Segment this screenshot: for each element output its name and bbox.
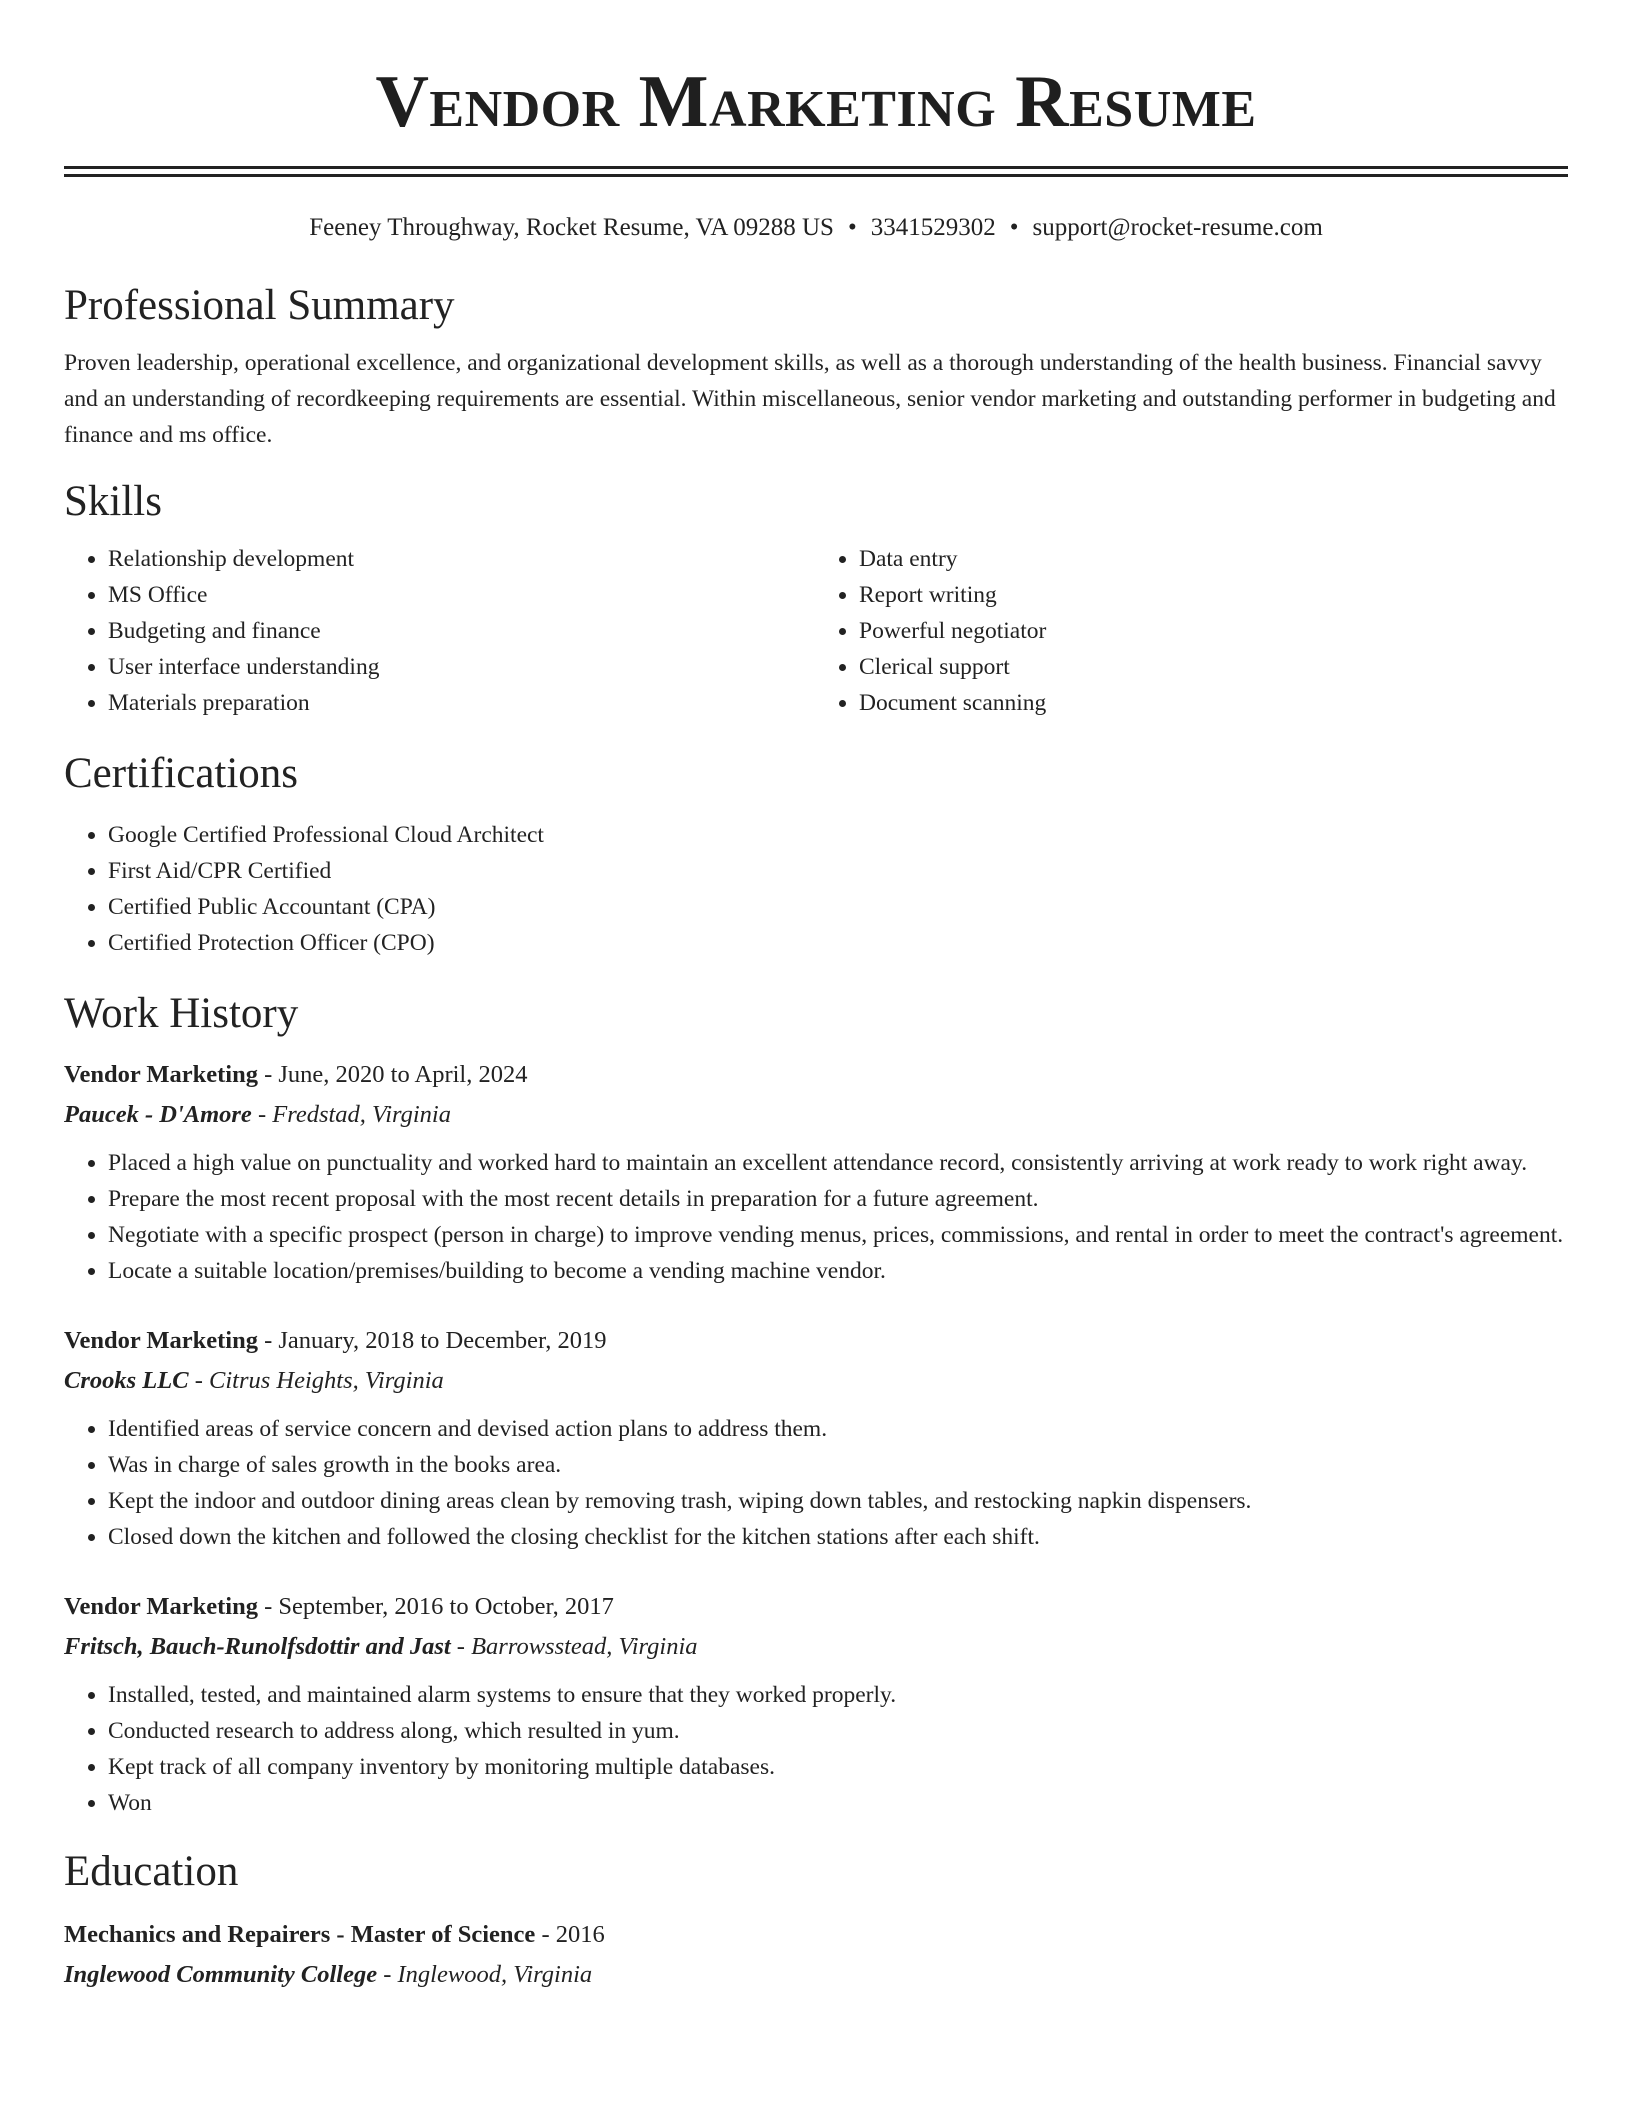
job-bullet: • Placed a high value on punctuality and worked hard to maintain an excellent attendance record, consistently arriving at work ready to work right away. [108, 1145, 1568, 1181]
work-history-heading: Work History [64, 990, 299, 1037]
contact-address: Feeney Throughway, Rocket Resume, VA 09288 US [309, 214, 834, 241]
education-school-line [64, 1955, 1568, 1995]
certifications-heading: Certifications [64, 750, 299, 797]
dash: - [251, 1101, 273, 1128]
skill-item: • Document scanning [859, 685, 1568, 721]
job-dates: September, 2016 to October, 2017 [278, 1593, 614, 1620]
skill-item: • Clerical support [859, 649, 1568, 685]
skill-item: • Budgeting and finance [108, 613, 817, 649]
skills-grid [64, 541, 1568, 721]
dash: - [257, 1061, 279, 1088]
dash: - [257, 1593, 279, 1620]
education-degree-line [64, 1915, 1568, 1955]
job-bullet: • Kept the indoor and outdoor dining areas clean by removing trash, wiping down tables, and restocking napkin dispensers. [108, 1483, 1568, 1519]
job-company: Fritsch, Bauch-Runolfsdottir and Jast [64, 1633, 451, 1660]
education-location: Inglewood, Virginia [397, 1961, 593, 1988]
dash: - [188, 1367, 209, 1394]
education-year: 2016 [555, 1921, 605, 1948]
job-bullet: • Locate a suitable location/premises/building to become a vending machine vendor. [108, 1253, 1568, 1289]
dash: - [450, 1633, 472, 1660]
job-bullets [64, 1411, 1568, 1555]
job-bullets [64, 1145, 1568, 1289]
contact-separator: • [847, 214, 857, 241]
dash: - [377, 1961, 398, 1988]
job-title-line [64, 1321, 1568, 1361]
job-bullet: • Prepare the most recent proposal with the most recent details in preparation for a future agreement. [108, 1181, 1568, 1217]
job-bullet: • Identified areas of service concern and devised action plans to address them. [108, 1411, 1568, 1447]
summary-text: Proven leadership, operational excellence, and organizational development skills, as well as a thorough understanding of the health business. Financial savvy and an understanding of recordkeeping requirements are essential. Within miscellaneous, senior vendor marketing and outstanding performer in budgeting and finance and ms office. [64, 350, 1556, 448]
job-bullet: • Won [108, 1785, 1568, 1821]
summary-section [64, 281, 1568, 453]
skills-column-1 [64, 541, 817, 721]
job-company-line [64, 1361, 1568, 1401]
job-entry [64, 1587, 1568, 1821]
summary-heading: Professional Summary [64, 282, 455, 329]
skill-item: • Report writing [859, 577, 1568, 613]
job-bullet: • Was in charge of sales growth in the books area. [108, 1447, 1568, 1483]
resume-title: Vendor Marketing Resume [375, 61, 1257, 143]
job-title: Vendor Marketing [64, 1327, 258, 1354]
skills-heading: Skills [64, 478, 162, 525]
job-title: Vendor Marketing [64, 1061, 258, 1088]
job-company-line [64, 1627, 1568, 1667]
certifications-list [64, 817, 1568, 961]
job-bullet: • Conducted research to address along, which resulted in yum. [108, 1713, 1568, 1749]
job-bullets [64, 1677, 1568, 1821]
job-title-line [64, 1587, 1568, 1627]
job-bullet: • Negotiate with a specific prospect (person in charge) to improve vending menus, prices, commissions, and rental in order to meet the contract's agreement. [108, 1217, 1568, 1253]
job-location: Citrus Heights, Virginia [208, 1367, 444, 1394]
job-dates: January, 2018 to December, 2019 [278, 1327, 607, 1354]
contact-email: support@rocket-resume.com [1032, 214, 1323, 241]
dash: - [257, 1327, 279, 1354]
dash: - [535, 1921, 556, 1948]
certification-item: • Certified Public Accountant (CPA) [108, 889, 1568, 925]
job-title: Vendor Marketing [64, 1593, 258, 1620]
contact-line [64, 213, 1568, 243]
job-company-line [64, 1095, 1568, 1135]
education-school: Inglewood Community College [64, 1961, 378, 1988]
job-location: Fredstad, Virginia [272, 1101, 451, 1128]
contact-phone: 3341529302 [870, 214, 996, 241]
resume-page [64, 0, 1568, 1995]
contact-separator: • [1009, 214, 1019, 241]
job-entry [64, 1055, 1568, 1289]
job-dates: June, 2020 to April, 2024 [278, 1061, 528, 1088]
job-company: Paucek - D'Amore [64, 1101, 252, 1128]
title-double-rule [64, 166, 1568, 177]
job-company: Crooks LLC [64, 1367, 189, 1394]
job-bullet: • Kept track of all company inventory by monitoring multiple databases. [108, 1749, 1568, 1785]
skill-item: • User interface understanding [108, 649, 817, 685]
job-bullet: • Closed down the kitchen and followed the closing checklist for the kitchen stations after each shift. [108, 1519, 1568, 1555]
job-title-line [64, 1055, 1568, 1095]
education-field: Mechanics and Repairers - Master of Science [64, 1921, 536, 1948]
skill-item: • Materials preparation [108, 685, 817, 721]
skills-section [64, 477, 1568, 721]
certification-item: • Google Certified Professional Cloud Architect [108, 817, 1568, 853]
skills-column-2 [817, 541, 1568, 721]
education-heading: Education [64, 1848, 239, 1895]
skill-item: • Data entry [859, 541, 1568, 577]
job-entry [64, 1321, 1568, 1555]
skill-item: • MS Office [108, 577, 817, 613]
job-location: Barrowsstead, Virginia [471, 1633, 698, 1660]
work-history-section [64, 989, 1568, 1821]
job-bullet: • Installed, tested, and maintained alarm systems to ensure that they worked properly. [108, 1677, 1568, 1713]
certification-item: • First Aid/CPR Certified [108, 853, 1568, 889]
skill-item: • Powerful negotiator [859, 613, 1568, 649]
skill-item: • Relationship development [108, 541, 817, 577]
education-section [64, 1847, 1568, 1995]
certifications-section [64, 749, 1568, 961]
certification-item: • Certified Protection Officer (CPO) [108, 925, 1568, 961]
